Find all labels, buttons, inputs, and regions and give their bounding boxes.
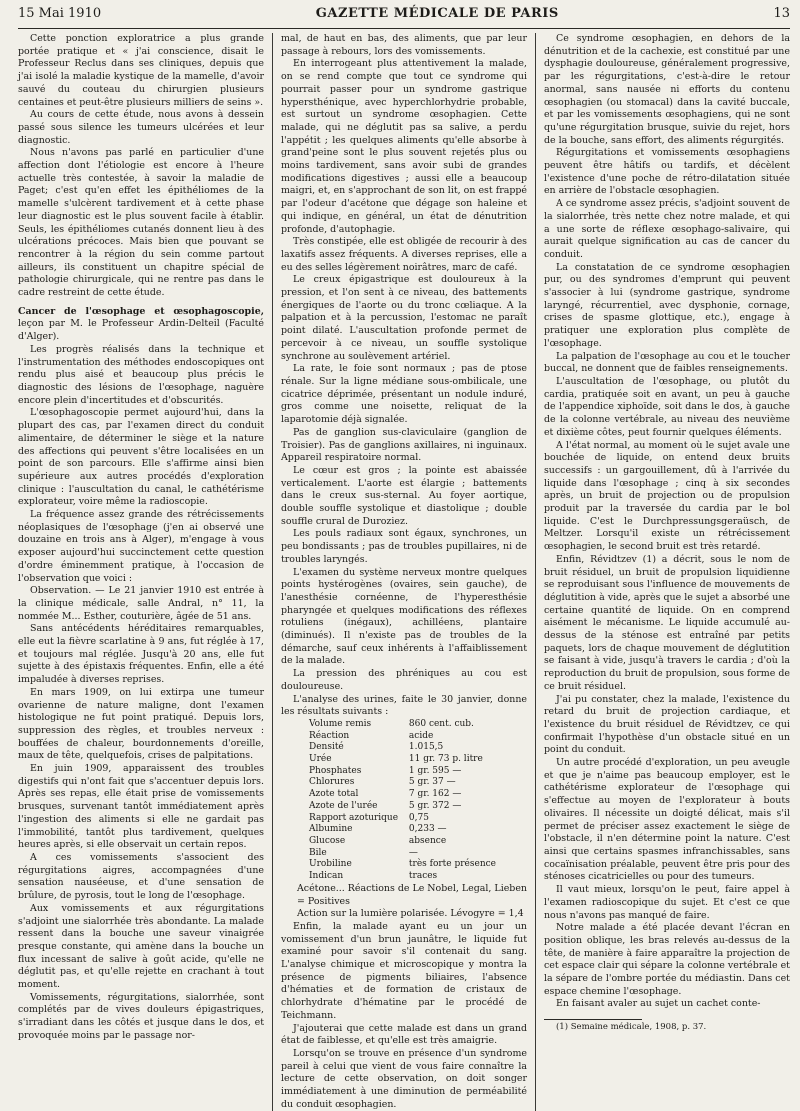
paragraph: A ce syndrome assez précis, s'adjoint souvent de la sialorrhée, très nette chez notre malade, et qui a une sorte de réflexe œsophago-salivaire, qui aurait quelque signification au cas de cancer du conduit.: [543, 198, 790, 260]
lab-row: [281, 801, 527, 813]
lab-value: 5 gr. 372 —: [408, 800, 462, 811]
lab-row: [281, 754, 527, 766]
lab-key: Volume remis: [308, 718, 372, 729]
section-heading-block: [18, 306, 264, 344]
lab-key: Réaction: [308, 730, 350, 741]
paragraph: A l'état normal, au moment où le sujet avale une bouchée de liquide, on entend deux bruits successifs : un gargouillement, dû à l'arrivée du liquide dans l'œsophage ; cinq à six secondes après, un bruit de projection ou de propulsion produit par la traversée du cardia par le bol liquide. C'est le Durchpressungsgeraüsch, de Meltzer. Lorsqu'il existe un rétrécissement œsophagien, le second bruit est très retardé.: [543, 439, 790, 553]
paragraph: Aux vomissements et aux régurgitations s'adjoint une sialorrhée très abondante. La malade ressent dans la bouche une saveur vinaigrée presque constante, qui amène dans la bouche un flux incessant de salive à goût acide, qu'elle ne déglutit pas, et qu'elle rejette en crachant à tout moment.: [18, 902, 265, 991]
lab-key: Urobiline: [308, 859, 352, 870]
paragraph: A ces vomissements s'associent des régurgitations aigres, accompagnées d'une sensation nauséeuse, et d'une sensation de brûlure, de pyrosis, tout le long de l'œsophage.: [18, 852, 265, 902]
lab-note: Acétone... Réactions de Le Nobel, Legal, Lieben = Positives: [296, 882, 528, 907]
paragraph: La constatation de ce syndrome œsophagien pur, ou des syndromes d'emprunt qui peuvent s'associer à lui (syndrome gastrique, syndrome laryngé, récurrentiel, avec dysphonie, cornage, crises de spasme glottique, etc.), engage à pratiquer une exploration plus complète de l'œsophage.: [543, 261, 790, 349]
lab-value: très forte présence: [408, 859, 496, 870]
paragraph: mal, de haut en bas, des aliments, que par leur passage à rebours, lors des vomissements.: [280, 33, 527, 57]
lab-row: [281, 859, 527, 871]
paragraph: Lorsqu'on se trouve en présence d'un syndrome pareil à celui que vient de vous faire connaître la lecture de cette observation, on doit songer immédiatement à une diminution de perméabilité du conduit œsophagien.: [280, 1047, 527, 1110]
lab-row: [281, 824, 527, 836]
lab-key: Glucose: [308, 836, 346, 846]
lab-key: Bile: [308, 847, 327, 858]
paragraph: Le creux épigastrique est douloureux à la pression, et l'on sent à ce niveau, des battements énergiques de l'aorte ou du tronc cœliaque. A la palpation et à la percussion, l'estomac ne paraît point dilaté. L'auscultation profonde permet de percevoir à ce niveau, un souffle systolique synchrone au soulèvement artériel.: [280, 274, 527, 362]
paragraph: En interrogeant plus attentivement la malade, on se rend compte que tout ce syndrome qui pourrait passer pour un syndrome gastrique hypersthénique, avec hyperchlorhydrie probable, est surtout un syndrome œsophagien. Cette malade, qui ne déglutit pas sa salive, a perdu l'appétit ; les quelques aliments qu'elle absorbe à grand'peine sont le plus souvent rejetés plus ou moins tardivement, sans avoir subi de grandes modifications digestives ; aussi elle a beaucoup maigri, et, en s'approchant de son lit, on est frappé par l'odeur d'acétone que dégage son haleine et qui indique, en général, un état de dénutrition profonde, d'autophagie.: [280, 58, 527, 235]
paragraph: En mars 1909, on lui extirpa une tumeur ovarienne de nature maligne, dont l'examen histologique ne fut point pratiqué. Depuis lors, suppression des règles, et troubles nerveux : bouffées de chaleur, bourdonnements d'oreille, maux de tête, quelquefois, crises de palpitations.: [18, 686, 265, 762]
lab-value: 860 cent. cub.: [408, 718, 474, 729]
paragraph: Il vaut mieux, lorsqu'on le peut, faire appel à l'examen radioscopique du sujet. Et c'est ce que nous n'avons pas manqué de faire.: [543, 884, 790, 921]
lab-key: Albumine: [308, 824, 353, 835]
paragraph: J'ajouterai que cette malade est dans un grand état de faiblesse, et qu'elle est très amaigrie.: [280, 1022, 527, 1047]
lab-key: Phosphates: [308, 765, 362, 776]
paragraph: Vomissements, régurgitations, sialorrhée, sont complétés par de vives douleurs épigastriques, s'irradiant dans les côtés et jusque dans le dos, et provoquée moins par le passage nor-: [18, 991, 265, 1041]
lab-value: absence: [408, 836, 447, 846]
footnote-rule: [544, 1019, 642, 1020]
paragraph: Ce syndrome œsophagien, en dehors de la dénutrition et de la cachexie, est constitué par une dysphagie douloureuse, généralement progressive, par les régurgitations, c'est-à-dire le retour anormal, sans nausée ni efforts du contenu œsophagien (ou stomacal) dans la cavité buccale, et par les vomissements œsophagiens, qui ne sont qu'une régurgitation brusque, suivie du rejet, hors de la bouche, sans effort, des aliments régurgités.: [543, 33, 790, 146]
section-byline: leçon par M. le Professeur Ardin-Delteil (Faculté d'Alger).: [18, 318, 265, 343]
urine-analysis-table: [281, 719, 527, 883]
paragraph: Nous n'avons pas parlé en particulier d'une affection dont l'étiologie est encore à l'heure actuelle très contestée, à savoir la maladie de Paget; c'est qu'en effet les épithéliomes de la mamelle s'ulcèrent tardivement et à cette phase leur diagnostic est le plus souvent facile à établir. Seuls, les épithéliomes cutanés donnent lieu à des ulcérations précoces. Mais bien que pouvant se rencontrer à la région du sein comme partout ailleurs, ils constituent un chapitre spécial de pathologie chirurgicale, qui ne rentre pas dans le cadre restreint de cette étude.: [18, 147, 265, 299]
paragraph: Un autre procédé d'exploration, un peu aveugle et que je n'aime pas beaucoup employer, est le cathétérisme explorateur de l'œsophage qui s'effectue au moyen de l'explorateur à bouts olivaires. Il nécessite un doigté délicat, mais s'il permet de préciser assez exactement le siège de l'obstacle, il n'en détermine point la nature. C'est ainsi que certains spasmes infranchissables, sans cocaïnisation préalable, peuvent être pris pour des sténoses cicatricielles ou pour des tumeurs.: [543, 757, 790, 883]
paragraph: La rate, le foie sont normaux ; pas de ptose rénale. Sur la ligne médiane sous-ombilicale, une cicatrice déprimée, présentant un nodule induré, gros comme une noisette, reliquat de la laparotomie déjà signalée.: [280, 363, 527, 426]
lab-row: [281, 871, 527, 883]
footnote: (1) Semaine médicale, 1908, p. 37.: [555, 1022, 707, 1033]
paragraph: Très constipée, elle est obligée de recourir à des laxatifs assez fréquents. A diverses reprises, elle a eu des selles légèrement noirâtres, marc de café.: [280, 236, 527, 273]
paragraph: La fréquence assez grande des rétrécissements néoplasiques de l'œsophage (j'en ai observé une douzaine en trois ans à Alger), m'engage à vous exposer aujourd'hui succinctement cette question d'ordre éminemment pratique, à l'occasion de l'observation que voici :: [18, 509, 265, 584]
lab-row: [281, 813, 527, 825]
paragraph: L'auscultation de l'œsophage, ou plutôt du cardia, pratiquée soit en avant, un peu à gauche de l'appendice xiphoïde, soit dans le dos, à gauche de la colonne vertébrale, au niveau des neuvième et dixième côtes, peut fournir quelques éléments.: [543, 375, 790, 438]
column-2: [281, 33, 527, 1111]
lab-value: —: [408, 847, 418, 858]
lab-value: 1 gr. 595 —: [408, 765, 462, 776]
lab-row: [281, 719, 527, 731]
paragraph: En juin 1909, apparaissent des troubles digestifs qui n'ont fait que s'accentuer depuis lors. Après ses repas, elle était prise de vomissements brusques, survenant tantôt immédiatement après l'ingestion des aliments si elle ne gardait pas l'immobilité, tantôt plus tardivement, quelques heures après, si elle observait un certain repos.: [18, 763, 265, 851]
lab-key: Densité: [308, 742, 344, 753]
lab-row: [281, 766, 527, 778]
paragraph: Les pouls radiaux sont égaux, synchrones, un peu bondissants ; pas de troubles pupillaires, ni de troubles laryngés.: [280, 528, 527, 565]
paragraph: La pression des phréniques au cou est douloureuse.: [280, 668, 527, 692]
paragraph: Au cours de cette étude, nous avons à dessein passé sous silence les tumeurs ulcérées et leur diagnostic.: [18, 109, 265, 146]
lab-key: Azote total: [308, 789, 359, 800]
page-header: [18, 6, 790, 28]
lab-key: Indican: [308, 871, 344, 882]
paragraph: J'ai pu constater, chez la malade, l'existence du retard du bruit de projection cardiaque, et l'existence du bruit résiduel de Révidtzev, ce qui confirmait l'hypothèse d'un obstacle situé en un point du conduit.: [543, 693, 790, 756]
columns: [18, 33, 790, 1111]
paragraph: Notre malade a été placée devant l'écran en position oblique, les bras relevés au-dessus de la tête, de manière à faire apparaître la projection de cet espace clair qui sépare la colonne vertébrale et la sépare de l'ombre portée du médiastin. Dans cet espace chemine l'œsophage.: [543, 922, 790, 997]
journal-title: GAZETTE MÉDICALE DE PARIS: [315, 6, 559, 21]
paragraph: Les progrès réalisés dans la technique et l'instrumentation des méthodes endoscopiques ont rendu plus aisé et beaucoup plus précis le diagnostic des lésions de l'œsophage, naguère encore plein d'incertitudes et d'obscurités.: [18, 343, 265, 406]
lab-key: Rapport azoturique: [308, 812, 399, 823]
paragraph: Régurgitations et vomissements œsophagiens peuvent être hâtifs ou tardifs, et décèlent l'existence d'une poche de rétro-dilatation située en arrière de l'obstacle œsophagien.: [543, 147, 790, 197]
paragraph: L'examen du système nerveux montre quelques points hystérogènes (ovaires, sein gauche), de l'anesthésie cornéenne, de l'hyperesthésie pharyngée et quelques modifications des réflexes rotuliens (inégaux), achilléens, plantaire (diminués). Il n'existe pas de troubles de la démarche, sauf ceux inhérents à l'affaiblissement de la malade.: [280, 566, 527, 667]
lab-row: [281, 789, 527, 801]
lab-key: Chlorures: [308, 777, 355, 788]
column-3: [544, 33, 790, 1111]
lab-row: [281, 731, 527, 743]
paragraph: Enfin, la malade ayant eu un jour un vomissement d'un brun jaunâtre, le liquide fut examiné pour savoir s'il contenait du sang. L'analyse chimique et microscopique y montra la présence de pigments biliaires, l'absence d'hématies et de formation de cristaux de chlorhydrate d'hématine par le procédé de Teichmann.: [280, 920, 527, 1021]
issue-date: 15 Mai 1910: [18, 6, 102, 21]
lab-value: 0,75: [408, 812, 429, 823]
lab-value: traces: [408, 871, 438, 882]
lab-note: Action sur la lumière polarisée. Lévogyre = 1,4: [296, 908, 524, 920]
paragraph: La palpation de l'œsophage au cou et le toucher buccal, ne donnent que de faibles renseignements.: [543, 350, 790, 375]
lab-value: 7 gr. 162 —: [408, 789, 462, 800]
header-rule: [18, 28, 790, 29]
lab-value: acide: [408, 730, 434, 741]
lab-key: Azote de l'urée: [308, 800, 378, 811]
lab-row: [281, 742, 527, 754]
lab-row: [281, 848, 527, 860]
paragraph: L'œsophagoscopie permet aujourd'hui, dans la plupart des cas, par l'examen direct du conduit alimentaire, de déterminer le siège et la nature des affections qui peuvent s'être localisées en un point de son parcours. Elle s'affirme ainsi bien supérieure aux autres procédés d'exploration clinique : l'auscultation du canal, le cathétérisme explorateur, voire même la radioscopie.: [18, 407, 265, 508]
section-heading: Cancer de l'œsophage et œsophagoscopie,: [18, 305, 265, 317]
paragraph: Observation. — Le 21 janvier 1910 est entrée à la clinique médicale, salle Andral, n° 11, la nommée M... Esther, couturière, âgée de 51 ans.: [18, 585, 265, 622]
lab-row: [281, 836, 527, 848]
lab-value: 0,233 —: [408, 824, 447, 835]
page-number: 13: [773, 6, 790, 21]
paragraph: En faisant avaler au sujet un cachet conte-: [555, 998, 761, 1010]
paragraph: Pas de ganglion sus-claviculaire (ganglion de Troisier). Pas de ganglions axillaires, ni inguinaux. Appareil respiratoire normal.: [280, 426, 527, 464]
lab-value: 1.015,5: [408, 742, 444, 753]
lab-value: 5 gr. 37 —: [408, 777, 456, 788]
column-divider: [535, 33, 536, 1111]
column-divider: [272, 33, 273, 1111]
paragraph: L'analyse des urines, faite le 30 janvier, donne les résultats suivants :: [280, 693, 527, 718]
column-1: [18, 33, 264, 1111]
lab-key: Urée: [308, 754, 332, 765]
lab-row: [281, 777, 527, 789]
paragraph: Sans antécédents héréditaires remarquables, elle eut la fièvre scarlatine à 9 ans, fut réglée à 17, et toujours mal réglée. Jusqu'à 20 ans, elle fut sujette à des épistaxis fréquentes. Enfin, elle a été impaludée à diverses reprises.: [18, 623, 265, 686]
paragraph: Cette ponction exploratrice a plus grande portée pratique et « j'ai conscience, disait le Professeur Reclus dans ses cliniques, depuis que j'ai isolé la maladie kystique de la mamelle, d'avoir sauvé du couteau du chirurgien plusieurs centaines et peut-être plusieurs milliers de seins ».: [18, 33, 265, 108]
lab-value: 11 gr. 73 p. litre: [408, 754, 483, 765]
paragraph: Le cœur est gros ; la pointe est abaissée verticalement. L'aorte est élargie ; battements dans le creux sus-sternal. Au foyer aortique, double souffle systolique et diastolique ; double souffle crural de Duroziez.: [280, 464, 527, 527]
paragraph: Enfin, Révidtzev (1) a décrit, sous le nom de bruit résiduel, un bruit de propulsion liquidienne se reproduisant sous l'influence de mouvements de déglutition à vide, après que le sujet a absorbé une certaine quantité de liquide. On en comprend aisément le mécanisme. Le liquide accumulé au-dessus de la sténose est entraîné par petits paquets, lors de chaque mouvement de déglutition se faisant à vide, jusqu'à travers le cardia ; d'où la reproduction du bruit de propulsion, sous forme de ce bruit résiduel.: [543, 553, 790, 692]
